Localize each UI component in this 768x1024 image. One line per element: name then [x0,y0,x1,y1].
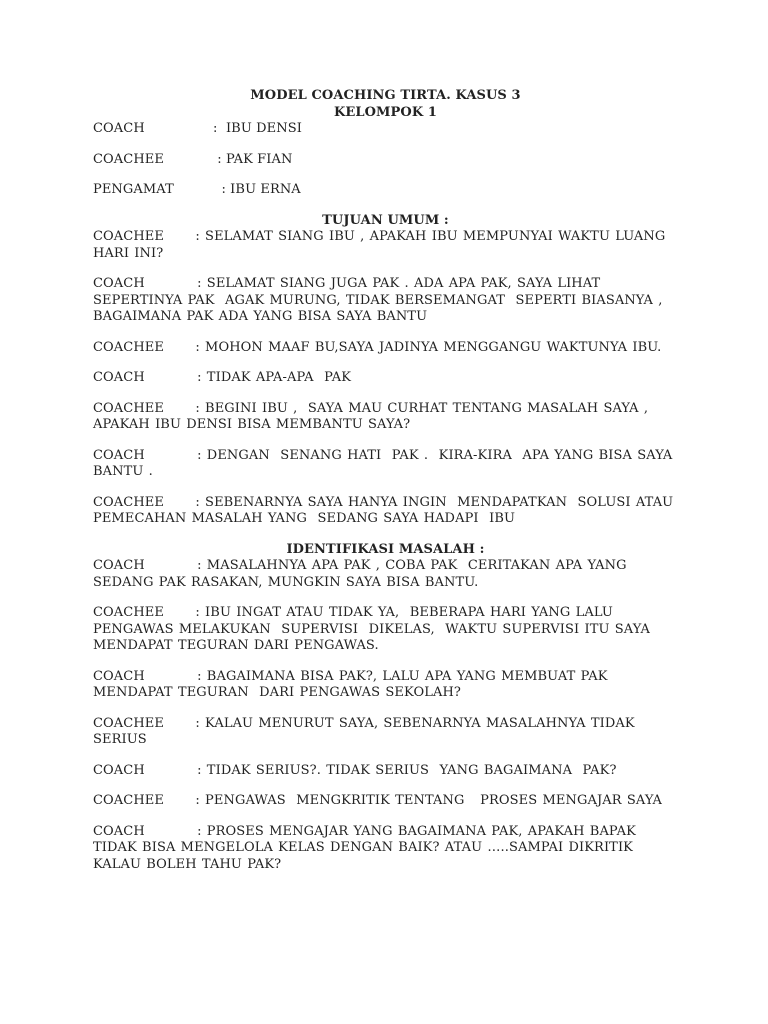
dialogue-line: COACH : SELAMAT SIANG JUGA PAK . ADA APA PAK, SAYA LIHAT SEPERTINYA PAK AGAK MURUNG, TIDAK BERSEMANGAT SEPERTI BIASANYA , BAGAIMANA PAK ADA YANG BISA SAYA BANTU [93,276,668,324]
meta-coachee [93,152,678,169]
meta-label: PENGAMAT [93,182,174,197]
dialogue-line: COACHEE : SELAMAT SIANG IBU , APAKAH IBU MEMPUNYAI WAKTU LUANG HARI INI? [93,229,671,261]
meta-value: : PAK FIAN [213,151,293,167]
dialogue-line: COACHEE : BEGINI IBU , SAYA MAU CURHAT TENTANG MASALAH SAYA , APAKAH IBU DENSI BISA MEMBANTU SAYA? [93,400,654,432]
meta-observer [93,182,678,199]
meta-value: : IBU ERNA [213,182,301,197]
title-block [93,88,678,121]
dialogue-line: COACHEE : MOHON MAAF BU,SAYA JADINYA MENGGANGU WAKTUNYA IBU. [93,339,662,355]
dialogue-line: COACH : DENGAN SENANG HATI PAK . KIRA-KIRA APA YANG BISA SAYA BANTU . [93,447,678,479]
dialogue-line: COACH : PROSES MENGAJAR YANG BAGAIMANA PAK, APAKAH BAPAK TIDAK BISA MENGELOLA KELAS DENGAN BAIK? ATAU …..SAMPAI DIKRITIK KALAU BOLEH TAHU PAK? [93,823,642,872]
dialogue-line: COACH : BAGAIMANA BISA PAK?, LALU APA YANG MEMBUAT PAK MENDAPAT TEGURAN DARI PENGAWAS SEKOLAH? [93,668,613,700]
meta-coach [93,121,678,138]
dialogue-line: COACH : TIDAK SERIUS?. TIDAK SERIUS YANG BAGAIMANA PAK? [93,762,617,778]
dialogue-line: COACH : MASALAHNYA APA PAK , COBA PAK CERITAKAN APA YANG SEDANG PAK RASAKAN, MUNGKIN SAYA BISA BANTU. [93,558,632,590]
document-title: MODEL COACHING TIRTA. KASUS 3 [250,88,521,103]
dialogue-line: COACHEE : PENGAWAS MENGKRITIK TENTANG PROSES MENGAJAR SAYA [93,793,663,808]
document-subtitle: KELOMPOK 1 [333,104,438,120]
meta-label: COACHEE [93,151,164,167]
dialogue-line: COACHEE : IBU INGAT ATAU TIDAK YA, BEBERAPA HARI YANG LALU PENGAWAS MELAKUKAN SUPERVISI DIKELAS, WAKTU SUPERVISI ITU SAYA MENDAPAT TEGURAN DARI PENGAWAS. [93,605,656,653]
section-heading: TUJUAN UMUM : [322,212,449,228]
dialogue-line: COACHEE : KALAU MENURUT SAYA, SEBENARNYA MASALAHNYA TIDAK SERIUS [93,715,640,747]
dialogue-line: COACHEE : SEBENARNYA SAYA HANYA INGIN MENDAPATKAN SOLUSI ATAU PEMECAHAN MASALAH YANG SEDANG SAYA HADAPI IBU [93,494,679,526]
section-heading: IDENTIFIKASI MASALAH : [286,541,485,557]
meta-value: : IBU DENSI [213,121,302,136]
meta-label: COACH [93,121,145,136]
dialogue-line: COACH : TIDAK APA-APA PAK [93,370,352,385]
document-page [93,88,678,887]
